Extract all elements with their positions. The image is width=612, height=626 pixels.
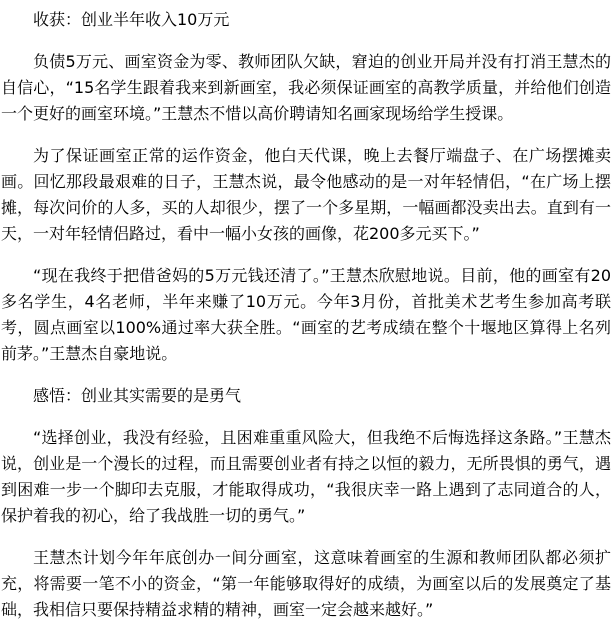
article-paragraph: 负债5万元、画室资金为零、教师团队欠缺，窘迫的创业开局并没有打消王慧杰的自信心，“15名学生跟着我来到新画室，我必须保证画室的高教学质量，并给他们创造一个更好的画室环境。”王慧杰不惜以高价聘请知名画家现场给学生授课。 [1,52,611,123]
article-paragraph: 王慧杰计划今年年底创办一间分画室，这意味着画室的生源和教师团队都必须扩充，将需要一笔不小的资金，“第一年能够取得好的成绩，为画室以后的发展奠定了基础，我相信只要保持精益求精的精神，画室一定会越来越好。” [1,548,611,619]
section-heading-reflection: 感悟：创业其实需要的是勇气 [33,386,242,405]
section-heading-harvest: 收获：创业半年收入10万元 [33,10,230,29]
article-paragraph: 为了保证画室正常的运作资金，他白天代课，晚上去餐厅端盘子、在广场摆摊卖画。回忆那段最艰难的日子，王慧杰说，最令他感动的是一对年轻情侣，“在广场上摆摊，每次问价的人多，买的人却很少，摆了一个多星期，一幅画都没卖出去。直到有一天，一对年轻情侣路过，看中一幅小女孩的画像，花200多元买下。” [1,146,611,243]
article-paragraph: “选择创业，我没有经验，且困难重重风险大，但我绝不后悔选择这条路。”王慧杰说，创业是一个漫长的过程，而且需要创业者有持之以恒的毅力，无所畏惧的勇气，遇到困难一步一个脚印去克服，才能取得成功，“我很庆幸一路上遇到了志同道合的人，保护着我的初心，给了我战胜一切的勇气。” [1,428,611,525]
article-paragraph: “现在我终于把借爸妈的5万元钱还清了。”王慧杰欣慰地说。目前，他的画室有20多名学生，4名老师，半年来赚了10万元。今年3月份，首批美术艺考生参加高考联考，圆点画室以100%通过率大获全胜。“画室的艺考成绩在整个十堰地区算得上名列前茅。”王慧杰自豪地说。 [1,266,611,363]
